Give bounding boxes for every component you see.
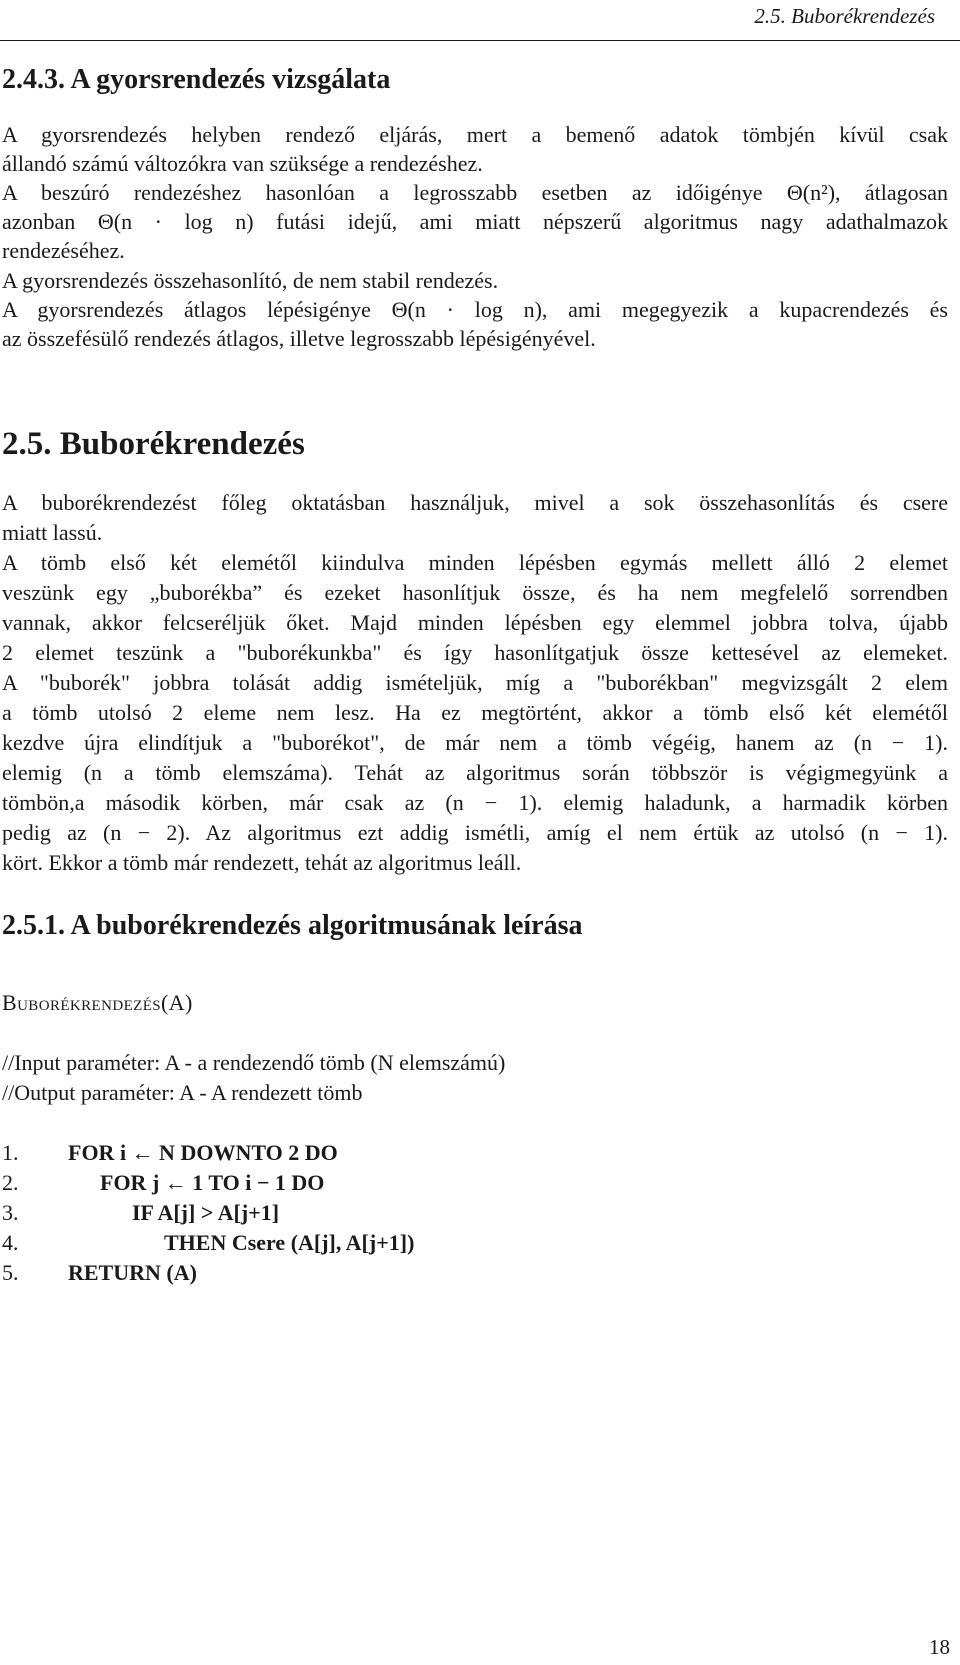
paragraph-line: A beszúró rendezéshez hasonlóan a legrosszabb esetben az időigénye Θ(n²), átlagosan bbox=[2, 180, 948, 205]
code-line-number: 4. bbox=[2, 1230, 19, 1255]
paragraph-line: 2 elemet teszünk a "buborékunkba" és így hasonlítgatjuk össze kettesével az elemeket. bbox=[2, 640, 948, 665]
paragraph-line: rendezéséhez. bbox=[2, 238, 125, 263]
comment-input: //Input paraméter: A - a rendezendő tömb (N elemszámú) bbox=[2, 1050, 506, 1075]
paragraph-line: a tömb utolsó 2 eleme nem lesz. Ha ez megtörtént, akkor a tömb első két elemétől bbox=[2, 700, 948, 725]
paragraph-line: kört. Ekkor a tömb már rendezett, tehát az algoritmus leáll. bbox=[2, 850, 522, 875]
page-number: 18 bbox=[929, 1635, 950, 1659]
code-line-text: IF A[j] > A[j+1] bbox=[132, 1200, 280, 1225]
code-line bbox=[2, 1170, 324, 1196]
paragraph-line: azonban Θ(n · log n) futási idejű, ami miatt népszerű algoritmus nagy adathalmazok bbox=[2, 209, 948, 234]
paragraph-line: az összefésülő rendezés átlagos, illetve legrosszabb lépésigényével. bbox=[2, 326, 596, 351]
subsection-heading-2-4-3: 2.4.3. A gyorsrendezés vizsgálata bbox=[2, 64, 391, 95]
subsection-heading-2-5-1: 2.5.1. A buborékrendezés algoritmusának leírása bbox=[2, 910, 583, 941]
comment-output: //Output paraméter: A - A rendezett tömb bbox=[2, 1080, 363, 1105]
code-line-number: 5. bbox=[2, 1260, 19, 1285]
code-line-text: FOR j ← 1 TO i − 1 DO bbox=[100, 1170, 325, 1195]
paragraph-line: elemig (n a tömb elemszáma). Tehát az algoritmus során többször is végigmegyünk a bbox=[2, 760, 948, 785]
paragraph-line: A "buborék" jobbra tolását addig ismételjük, míg a "buborékban" megvizsgált 2 elem bbox=[2, 670, 948, 695]
paragraph-line: miatt lassú. bbox=[2, 520, 103, 545]
paragraph-line: kezdve újra elindítjuk a "buborékot", de már nem a tömb végéig, hanem az (n − 1). bbox=[2, 730, 948, 755]
code-line-text: RETURN (A) bbox=[68, 1260, 197, 1285]
code-line bbox=[2, 1260, 197, 1286]
paragraph-line: A buborékrendezést főleg oktatásban használjuk, mivel a sok összehasonlítás és csere bbox=[2, 490, 948, 515]
code-line bbox=[2, 1140, 338, 1166]
paragraph-line: állandó számú változókra van szüksége a rendezéshez. bbox=[2, 151, 483, 176]
code-line-number: 1. bbox=[2, 1140, 19, 1165]
paragraph-line: A tömb első két elemétől kiindulva minden lépésben egymás mellett álló 2 elemet bbox=[2, 550, 948, 575]
header-rule bbox=[0, 40, 960, 41]
paragraph-line: veszünk egy „buborékba” és ezeket hasonlítjuk össze, és ha nem megfelelő sorrendben bbox=[2, 580, 948, 605]
paragraph-line: pedig az (n − 2). Az algoritmus ezt addig ismétli, amíg el nem értük az utolsó (n − 1). bbox=[2, 820, 948, 845]
code-line-number: 3. bbox=[2, 1200, 19, 1225]
code-line-text: THEN Csere (A[j], A[j+1]) bbox=[164, 1230, 415, 1255]
code-line bbox=[2, 1200, 279, 1226]
section-heading-2-5: 2.5. Buborékrendezés bbox=[2, 426, 305, 462]
code-line bbox=[2, 1230, 414, 1256]
paragraph-line: vannak, akkor felcseréljük őket. Majd minden lépésben egy elemmel jobbra tolva, újabb bbox=[2, 610, 948, 635]
paragraph-line: A gyorsrendezés helyben rendező eljárás, mert a bemenő adatok tömbjén kívül csak bbox=[2, 122, 948, 147]
paragraph-line: tömbön,a második körben, már csak az (n − 1). elemig haladunk, a harmadik körben bbox=[2, 790, 948, 815]
paragraph-line: A gyorsrendezés összehasonlító, de nem stabil rendezés. bbox=[2, 268, 499, 293]
code-line-text: FOR i ← N DOWNTO 2 DO bbox=[68, 1140, 338, 1165]
running-header: 2.5. Buborékrendezés bbox=[754, 4, 935, 28]
code-line-number: 2. bbox=[2, 1170, 19, 1195]
procedure-name: Buborékrendezés(A) bbox=[2, 990, 193, 1015]
paragraph-line: A gyorsrendezés átlagos lépésigénye Θ(n · log n), ami megegyezik a kupacrendezés és bbox=[2, 297, 948, 322]
